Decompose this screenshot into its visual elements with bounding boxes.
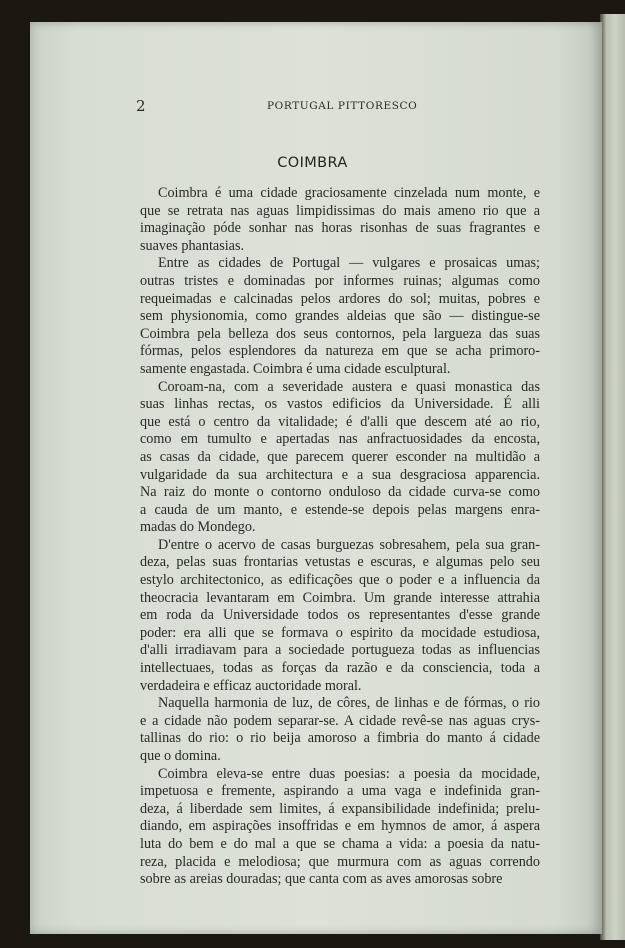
text-line: Naquella harmonia de luz, de côres, de linhas e de fórmas, o rio xyxy=(158,695,540,712)
text-line: imaginação póde sonhar nas horas risonhas de suas fragrantes e xyxy=(140,220,540,237)
text-line: madas do Mondego. xyxy=(140,519,256,536)
text-line: Coimbra é uma cidade graciosamente cinzelada num monte, e xyxy=(158,185,540,201)
text-line: sem physionomia, como grandes aldeias que são — distingue-se xyxy=(140,308,540,325)
chapter-title: COIMBRA xyxy=(277,155,348,171)
paragraph xyxy=(140,766,540,889)
page-header xyxy=(0,97,625,117)
text-line: que está o centro da vitalidade; é d'alli que descem até ao rio, xyxy=(140,413,540,430)
text-line: vulgaridade da sua architectura e a sua desgraciosa apparencia. xyxy=(140,466,540,483)
body-text xyxy=(140,185,540,889)
text-line: poder: era alli que se formava o espirito da mocidade estudiosa, xyxy=(140,624,540,641)
text-line: diando, em aspirações insoffridas e em hymnos de amor, á aspera xyxy=(140,818,540,835)
text-line: as casas da cidade, que parecem querer esconder na multidão a xyxy=(140,448,540,465)
text-line: sobre as areias douradas; que canta com as aves amorosas sobre xyxy=(140,871,503,888)
text-line: Coimbra eleva-se entre duas poesias: a poesia da mocidade, xyxy=(158,765,540,782)
paragraph xyxy=(140,537,540,695)
text-line: tallinas do rio: o rio beija amoroso a fimbria do manto á cidade xyxy=(140,730,540,747)
text-line: em roda da Universidade todos os representantes d'esse grande xyxy=(140,607,540,624)
text-line: D'entre o acervo de casas burguezas sobresahem, pela sua gran- xyxy=(158,536,540,553)
paragraph xyxy=(140,255,540,378)
paragraph xyxy=(140,185,540,255)
text-line: suaves phantasias. xyxy=(140,237,245,254)
text-line: samente engastada. Coimbra é uma cidade esculptural. xyxy=(140,360,451,377)
text-line: deza, á liberdade sem limites, á expansibilidade indefinida; prelu- xyxy=(140,800,540,817)
text-line: estylo architectonico, as edificações que o poder e a influencia da xyxy=(140,572,540,589)
running-head: PORTUGAL PITTORESCO xyxy=(267,100,418,112)
paragraph xyxy=(140,379,540,537)
text-line: theocracia levantaram em Coimbra. Um grande interesse attrahia xyxy=(140,589,540,606)
text-line: e a cidade não podem separar-se. A cidade revê-se nas aguas crys- xyxy=(140,712,540,729)
text-line: luta do bem e do mal a que se chama a vida: a poesia da natu- xyxy=(140,835,540,852)
text-line: que o domina. xyxy=(140,748,221,764)
text-line: Entre as cidades de Portugal — vulgares e prosaicas umas; xyxy=(158,255,540,272)
text-line: fórmas, pelos esplendores da natureza em que se acha primoro- xyxy=(140,343,540,360)
text-line: outras tristes e dominadas por informes ruinas; algumas como xyxy=(140,272,540,289)
text-line: Coroam-na, com a severidade austera e quasi monastica das xyxy=(158,378,540,395)
text-line: deza, pelas suas frontarias vetustas e escuras, e algumas pelo seu xyxy=(140,554,540,571)
paragraph xyxy=(140,695,540,765)
text-line: requeimadas e calcinadas pelos ardores do sol; muitas, pobres e xyxy=(140,290,540,307)
text-line: impetuosa e fremente, aspirando a uma vaga e indefinida gran- xyxy=(140,783,540,800)
text-line: Coimbra pela belleza dos seus contornos, pela largueza das suas xyxy=(140,325,540,342)
text-line: como em tumulto e apertadas nas anfractuosidades da encosta, xyxy=(140,431,540,448)
text-line: que se retrata nas aguas limpidissimas do mais ameno rio que a xyxy=(140,202,540,219)
text-line: verdadeira e efficaz auctoridade moral. xyxy=(140,677,362,694)
text-line: d'alli irradiavam para a sociedade portugueza todas as influencias xyxy=(140,642,540,659)
text-line: a cauda de um manto, e estende-se depois pelas margens enra- xyxy=(140,501,540,518)
text-line: intellectuaes, todas as forças da razão e da consciencia, toda a xyxy=(140,660,540,677)
text-line: Na raiz do monte o contorno onduloso da cidade curva-se como xyxy=(140,484,540,501)
text-line: reza, placida e melodiosa; que murmura com as aguas correndo xyxy=(140,853,540,870)
adjacent-page-edge xyxy=(600,14,625,940)
text-line: suas linhas rectas, os vastos edificios da Universidade. É alli xyxy=(140,396,540,413)
page-number: 2 xyxy=(136,97,146,115)
